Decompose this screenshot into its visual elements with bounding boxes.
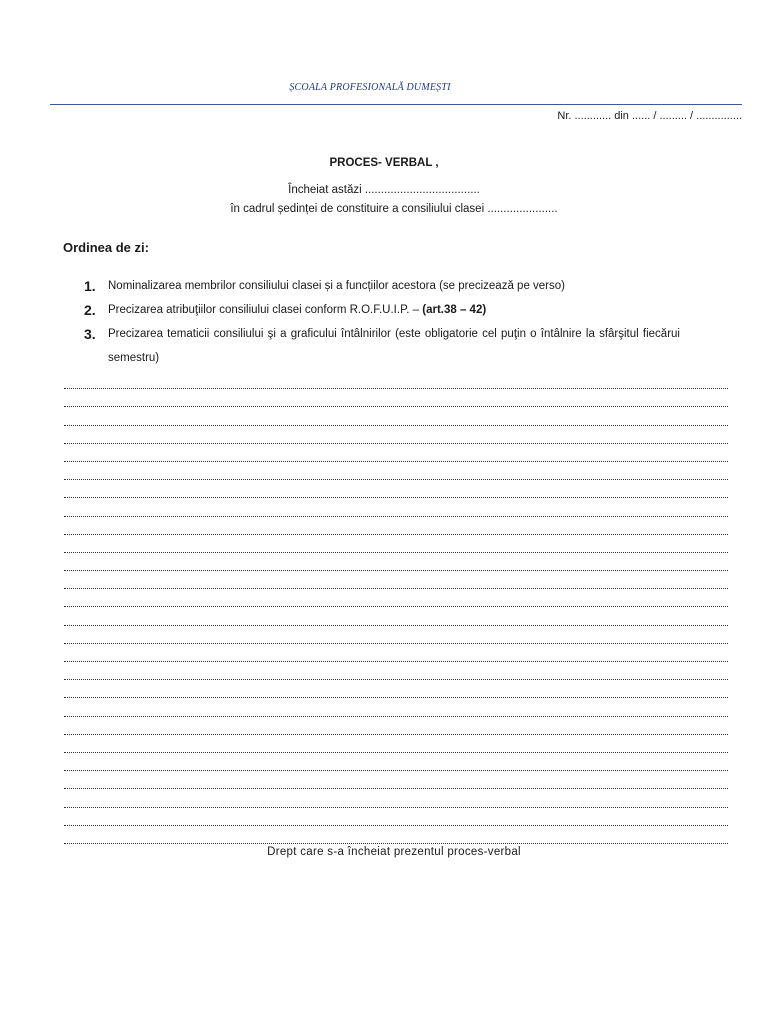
document-title: PROCES- VERBAL , <box>329 157 439 169</box>
writing-line[interactable] <box>64 753 728 771</box>
agenda-item-number: 3. <box>84 326 96 342</box>
registration-number: Nr. ............ din ...... / ......... / ............... <box>557 110 742 122</box>
concluded-date-line: Încheiat astăzi .................................... <box>288 184 480 196</box>
agenda-item <box>84 322 680 370</box>
agenda-item <box>84 274 680 298</box>
writing-line[interactable] <box>64 771 728 789</box>
writing-line[interactable] <box>64 371 728 389</box>
agenda-item-text: Precizarea tematicii consiliului şi a graficului întâlnirilor (este obligatorie cel puţin o întâlnire la sfârşitul fiecărui semestru) <box>108 328 680 364</box>
writing-line[interactable] <box>64 535 728 553</box>
writing-line[interactable] <box>64 808 728 826</box>
writing-line[interactable] <box>64 553 728 571</box>
writing-line[interactable] <box>64 698 728 716</box>
agenda-item-number: 1. <box>84 278 96 294</box>
writing-line[interactable] <box>64 680 728 698</box>
header-rule <box>50 104 742 105</box>
writing-lines <box>64 371 728 844</box>
writing-line[interactable] <box>64 517 728 535</box>
agenda-item-number: 2. <box>84 302 96 318</box>
writing-line[interactable] <box>64 717 728 735</box>
agenda-item-text: Precizarea atribuţiilor consiliului clasei conform R.O.F.U.I.P. – (art.38 – 42) <box>108 304 487 316</box>
writing-line[interactable] <box>64 498 728 516</box>
writing-line[interactable] <box>64 407 728 425</box>
writing-line[interactable] <box>64 662 728 680</box>
writing-line[interactable] <box>64 789 728 807</box>
meeting-context-line: în cadrul ședinței de constituire a consiliului clasei ...................... <box>230 203 558 215</box>
writing-line[interactable] <box>64 735 728 753</box>
writing-line[interactable] <box>64 462 728 480</box>
closing-statement: Drept care s-a încheiat prezentul proces-verbal <box>267 846 521 858</box>
agenda-item <box>84 298 680 322</box>
school-name: ȘCOALA PROFESIONALĂ DUMEȘTI <box>289 82 451 93</box>
agenda-list <box>84 274 680 370</box>
writing-line[interactable] <box>64 571 728 589</box>
writing-line[interactable] <box>64 644 728 662</box>
writing-line[interactable] <box>64 589 728 607</box>
writing-line[interactable] <box>64 480 728 498</box>
writing-line[interactable] <box>64 607 728 625</box>
agenda-item-text: Nominalizarea membrilor consiliului clasei și a funcțiilor acestora (se precizează pe verso) <box>108 280 565 292</box>
writing-line[interactable] <box>64 626 728 644</box>
agenda-heading: Ordinea de zi: <box>63 240 149 255</box>
writing-line[interactable] <box>64 444 728 462</box>
writing-line[interactable] <box>64 389 728 407</box>
writing-line[interactable] <box>64 426 728 444</box>
writing-line[interactable] <box>64 826 728 844</box>
